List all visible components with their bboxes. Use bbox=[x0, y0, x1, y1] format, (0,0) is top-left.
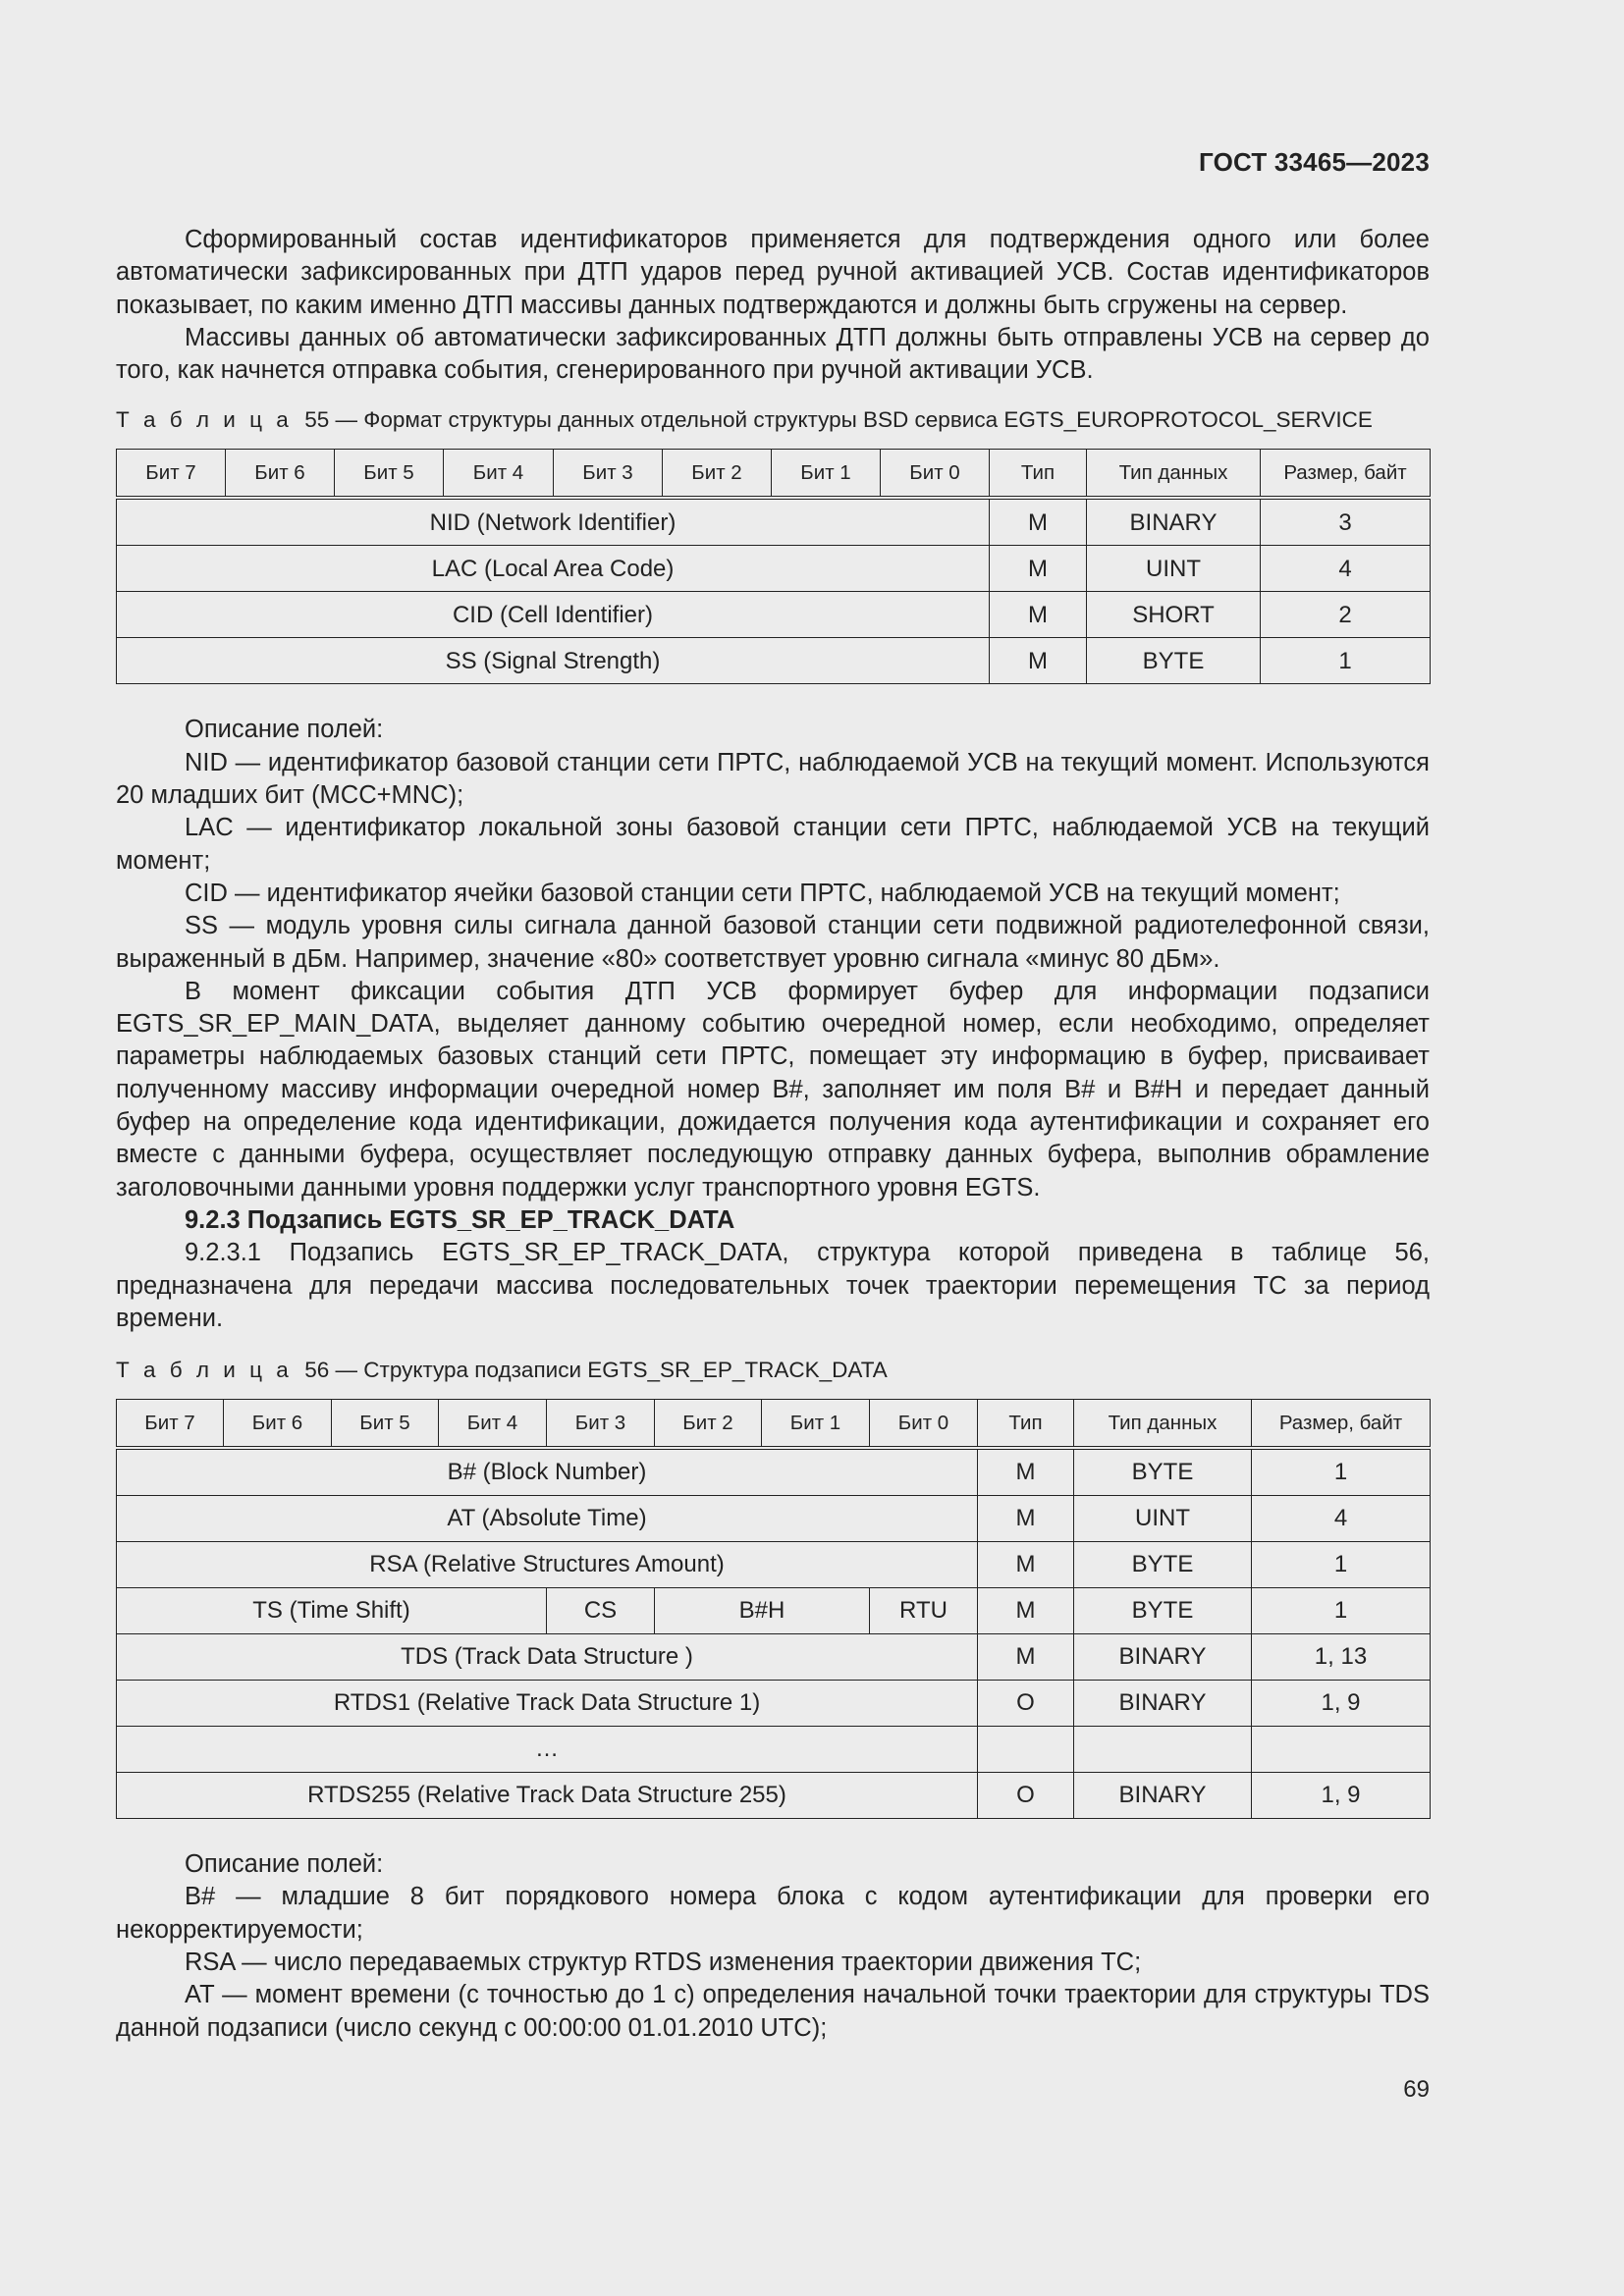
field-name-cell: TS (Time Shift) bbox=[117, 1588, 547, 1634]
header-cell: Бит 1 bbox=[762, 1400, 870, 1449]
table-55 bbox=[116, 449, 1431, 684]
type-cell: M bbox=[990, 592, 1087, 638]
header-cell: Тип bbox=[990, 450, 1087, 499]
table-label: Т а б л и ц а bbox=[116, 1358, 293, 1383]
type-cell: M bbox=[978, 1496, 1074, 1542]
paragraph: Описание полей: bbox=[185, 716, 384, 744]
table-row bbox=[117, 1496, 1431, 1542]
type-cell: M bbox=[978, 1448, 1074, 1496]
table-caption-text: 56 — Структура подзаписи EGTS_SR_EP_TRACK_DATA bbox=[304, 1358, 888, 1383]
paragraph: B# — младшие 8 бит порядкового номера блока с кодом аутентификации для проверки его некорректируемости; bbox=[116, 1883, 1430, 1944]
datatype-cell bbox=[1074, 1727, 1252, 1773]
table-row bbox=[117, 1448, 1431, 1496]
type-cell: O bbox=[978, 1773, 1074, 1819]
datatype-cell: BINARY bbox=[1074, 1773, 1252, 1819]
size-cell: 1, 13 bbox=[1252, 1634, 1431, 1681]
header-cell: Бит 3 bbox=[547, 1400, 655, 1449]
datatype-cell: BYTE bbox=[1074, 1448, 1252, 1496]
datatype-cell: SHORT bbox=[1087, 592, 1261, 638]
datatype-cell: BYTE bbox=[1074, 1588, 1252, 1634]
size-cell: 3 bbox=[1261, 498, 1431, 546]
table-56-caption bbox=[116, 1357, 1430, 1384]
size-cell: 2 bbox=[1261, 592, 1431, 638]
type-cell: O bbox=[978, 1681, 1074, 1727]
field-name-cell: RTDS255 (Relative Track Data Structure 255) bbox=[117, 1773, 978, 1819]
field-name-cell: AT (Absolute Time) bbox=[117, 1496, 978, 1542]
page-number: 69 bbox=[1403, 2076, 1430, 2103]
header-cell: Бит 5 bbox=[332, 1400, 439, 1449]
paragraph: 9.2.3.1 Подзапись EGTS_SR_EP_TRACK_DATA, структура которой приведена в таблице 56, предназначена для передачи массива последовательных точек траектории перемещения ТС за период времени. bbox=[116, 1239, 1430, 1332]
header-cell: Бит 2 bbox=[655, 1400, 762, 1449]
paragraph: Описание полей: bbox=[185, 1850, 384, 1879]
table-label: Т а б л и ц а bbox=[116, 407, 293, 433]
table-row bbox=[117, 1681, 1431, 1727]
datatype-cell: UINT bbox=[1074, 1496, 1252, 1542]
table-row bbox=[117, 1634, 1431, 1681]
table-caption-text: 55 — Формат структуры данных отдельной структуры BSD сервиса EGTS_EUROPROTOCOL_SERVICE bbox=[304, 407, 1373, 433]
paragraph: LAC — идентификатор локальной зоны базовой станции сети ПРТС, наблюдаемой УСВ на текущий момент; bbox=[116, 814, 1430, 875]
paragraph: RSA — число передаваемых структур RTDS изменения траектории движения ТС; bbox=[185, 1949, 1142, 1977]
field-name-cell: CS bbox=[547, 1588, 655, 1634]
type-cell: M bbox=[990, 638, 1087, 684]
table-row bbox=[117, 498, 1431, 546]
header-cell: Бит 4 bbox=[444, 450, 554, 499]
header-cell: Бит 3 bbox=[554, 450, 663, 499]
type-cell: M bbox=[978, 1588, 1074, 1634]
paragraph: Сформированный состав идентификаторов применяется для подтверждения одного или более автоматически зафиксированных при ДТП ударов перед ручной активацией УСВ. Состав идентификаторов показывает, по каким именно ДТП массивы данных подтверждаются и должны быть сгружены на сервер. bbox=[116, 226, 1430, 319]
header-cell: Бит 0 bbox=[870, 1400, 978, 1449]
header-cell: Бит 4 bbox=[439, 1400, 547, 1449]
header-cell: Тип bbox=[978, 1400, 1074, 1449]
field-name-cell: RTU bbox=[870, 1588, 978, 1634]
size-cell: 4 bbox=[1261, 546, 1431, 592]
type-cell bbox=[978, 1727, 1074, 1773]
field-name-cell: RTDS1 (Relative Track Data Structure 1) bbox=[117, 1681, 978, 1727]
table-row bbox=[117, 1542, 1431, 1588]
header-cell: Тип данных bbox=[1074, 1400, 1252, 1449]
datatype-cell: BINARY bbox=[1074, 1681, 1252, 1727]
table-row bbox=[117, 1773, 1431, 1819]
type-cell: M bbox=[978, 1634, 1074, 1681]
field-name-cell: RSA (Relative Structures Amount) bbox=[117, 1542, 978, 1588]
header-cell: Бит 1 bbox=[772, 450, 881, 499]
field-name-cell: B#H bbox=[655, 1588, 870, 1634]
paragraph: NID — идентификатор базовой станции сети ПРТС, наблюдаемой УСВ на текущий момент. Используются 20 младших бит (MCC+MNC); bbox=[116, 748, 1430, 810]
header-cell: Бит 6 bbox=[226, 450, 335, 499]
paragraph: AT — момент времени (с точностью до 1 с) определения начальной точки траектории для структуры TDS данной подзаписи (число секунд с 00:00:00 01.01.2010 UTC); bbox=[116, 1981, 1430, 2042]
table-row bbox=[117, 1588, 1431, 1634]
field-name-cell: … bbox=[117, 1727, 978, 1773]
type-cell: M bbox=[978, 1542, 1074, 1588]
datatype-cell: BYTE bbox=[1087, 638, 1261, 684]
field-name-cell: TDS (Track Data Structure ) bbox=[117, 1634, 978, 1681]
table-56 bbox=[116, 1399, 1431, 1819]
datatype-cell: BINARY bbox=[1074, 1634, 1252, 1681]
field-name-cell: NID (Network Identifier) bbox=[117, 498, 990, 546]
document-body bbox=[116, 224, 1430, 2045]
header-cell: Размер, байт bbox=[1261, 450, 1431, 499]
paragraph: SS — модуль уровня силы сигнала данной базовой станции сети подвижной радиотелефонной связи, выраженный в дБм. Например, значение «80» соответствует уровню сигнала «минус 80 дБм». bbox=[116, 912, 1430, 973]
datatype-cell: UINT bbox=[1087, 546, 1261, 592]
paragraph: В момент фиксации события ДТП УСВ формирует буфер для информации подзаписи EGTS_SR_EP_MAIN_DATA, выделяет данному событию очередной номер, если необходимо, определяет параметры наблюдаемых базовых станций сети ПРТС, помещает эту информацию в буфер, присваивает полученному массиву информации очередной номер B#, заполняет им поля B# и B#H и передает данный буфер на определение кода идентификации, дожидается получения кода аутентификации и сохраняет его вместе с данными буфера, осуществляет последующую отправку данных буфера, выполнив обрамление заголовочными данными уровня поддержки услуг транспортного уровня EGTS. bbox=[116, 977, 1430, 1201]
header-cell: Бит 6 bbox=[224, 1400, 332, 1449]
header-cell: Бит 7 bbox=[117, 1400, 224, 1449]
size-cell: 1, 9 bbox=[1252, 1773, 1431, 1819]
section-heading: 9.2.3 Подзапись EGTS_SR_EP_TRACK_DATA bbox=[185, 1205, 735, 1234]
header-cell: Бит 7 bbox=[117, 450, 226, 499]
size-cell: 1 bbox=[1261, 638, 1431, 684]
field-name-cell: SS (Signal Strength) bbox=[117, 638, 990, 684]
table-row bbox=[117, 638, 1431, 684]
paragraph: Массивы данных об автоматически зафиксированных ДТП должны быть отправлены УСВ на сервер до того, как начнется отправка события, сгенерированного при ручной активации УСВ. bbox=[116, 323, 1430, 385]
size-cell: 1, 9 bbox=[1252, 1681, 1431, 1727]
size-cell: 1 bbox=[1252, 1588, 1431, 1634]
header-cell: Размер, байт bbox=[1252, 1400, 1431, 1449]
table-row bbox=[117, 546, 1431, 592]
type-cell: M bbox=[990, 546, 1087, 592]
table-header-row bbox=[117, 1400, 1431, 1449]
size-cell: 1 bbox=[1252, 1448, 1431, 1496]
field-name-cell: CID (Cell Identifier) bbox=[117, 592, 990, 638]
table-header-row bbox=[117, 450, 1431, 499]
paragraph: CID — идентификатор ячейки базовой станции сети ПРТС, наблюдаемой УСВ на текущий момент; bbox=[185, 879, 1340, 907]
type-cell: M bbox=[990, 498, 1087, 546]
table-55-caption bbox=[116, 406, 1430, 434]
size-cell: 4 bbox=[1252, 1496, 1431, 1542]
table-row bbox=[117, 592, 1431, 638]
field-name-cell: LAC (Local Area Code) bbox=[117, 546, 990, 592]
header-cell: Бит 5 bbox=[335, 450, 444, 499]
size-cell: 1 bbox=[1252, 1542, 1431, 1588]
field-name-cell: B# (Block Number) bbox=[117, 1448, 978, 1496]
header-cell: Бит 2 bbox=[663, 450, 772, 499]
size-cell bbox=[1252, 1727, 1431, 1773]
header-cell: Тип данных bbox=[1087, 450, 1261, 499]
document-id: ГОСТ 33465—2023 bbox=[1199, 147, 1430, 177]
datatype-cell: BYTE bbox=[1074, 1542, 1252, 1588]
datatype-cell: BINARY bbox=[1087, 498, 1261, 546]
table-row bbox=[117, 1727, 1431, 1773]
header-cell: Бит 0 bbox=[881, 450, 990, 499]
